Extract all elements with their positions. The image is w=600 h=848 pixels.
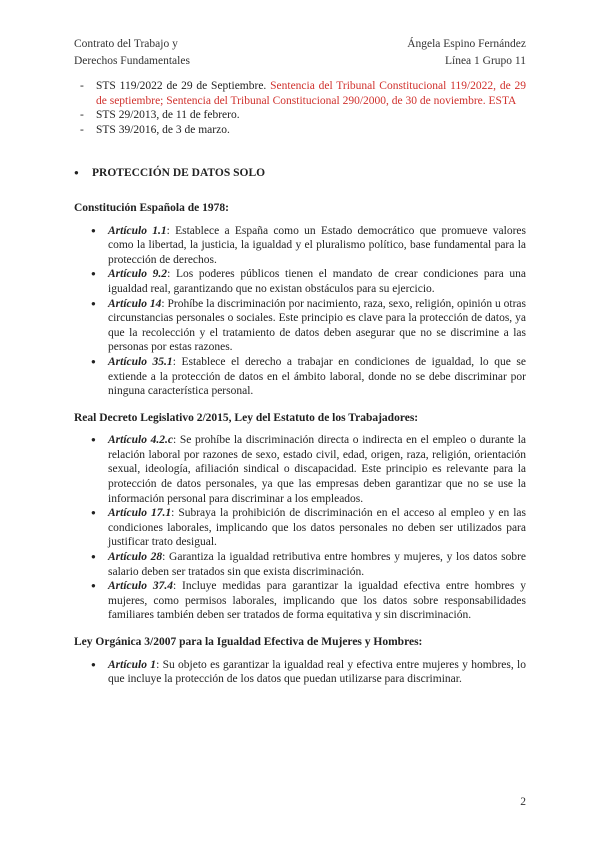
sts-text: STS 119/2022 de 29 de Septiembre. [96,80,267,92]
section-title: ● PROTECCIÓN DE DATOS SOLO [74,166,526,181]
article-item [74,579,526,623]
page-content [74,79,526,687]
sts-red-note: Sentencia del Tribunal Constitucional 119/2022, de 29 de septiembre; Sentencia del Tribunal Constitucional 290/2000, de 30 de noviembre. ESTA [96,80,527,107]
article-label: Artículo 17.1 [108,507,172,520]
article-text: : Garantiza la igualdad retributiva entre hombres y mujeres, y los datos sobre salario deben ser tratados sin que exista discriminación. [108,551,527,578]
article-item [74,550,526,579]
sts-item [74,108,526,123]
article-item [74,658,526,687]
article-item [74,267,526,296]
article-list [74,433,526,623]
article-label: Artículo 9.2 [108,268,168,281]
header-left [74,36,190,70]
article-item [74,355,526,399]
sts-text: STS 29/2013, de 11 de febrero. [96,109,240,122]
article-text: : Subraya la prohibición de discriminación en el acceso al empleo y en las condiciones laborales, implicando que los datos personales no deben ser utilizados para justificar trato desigual. [108,507,527,549]
article-label: Artículo 1 [108,658,157,671]
article-text: : Prohíbe la discriminación por nacimiento, raza, sexo, religión, opinión u otras circunstancias personales o sociales. Este principio es clave para la protección de datos, ya que la recolección y el tratamiento de datos deben asegurar que no se discrimine a las personas por estas razones. [108,297,527,354]
law-title: Constitución Española de 1978: [74,201,229,214]
law-title: Real Decreto Legislativo 2/2015, Ley del Estatuto de los Trabajadores: [74,411,419,424]
article-label: Artículo 37.4 [108,580,173,593]
article-label: Artículo 1.1 [108,224,167,237]
article-list [74,658,526,687]
article-text: : Incluye medidas para garantizar la igualdad efectiva entre hombres y mujeres, como permisos laborales, implicando que los datos sobre responsabilidades familiares también deben ser tratados de forma equitativa y sin discriminación. [108,580,526,622]
sts-list [74,79,526,137]
sts-item [74,123,526,138]
article-label: Artículo 4.2.c [108,434,174,447]
header-course-line1: Contrato del Trabajo y [74,38,178,50]
article-list [74,224,526,399]
article-item [74,297,526,355]
header-right [407,36,526,70]
header-author: Ángela Espino Fernández [407,38,526,50]
article-text: : Establece el derecho a trabajar en condiciones de igualdad, lo que se extiende a la protección de datos en el ámbito laboral, donde no se debe discriminar por ninguna característica personal. [108,355,526,398]
page-number: 2 [520,796,526,808]
article-text: : Su objeto es garantizar la igualdad real y efectiva entre mujeres y hombres, lo que incluye la protección de los datos que puedan utilizarse para discriminar. [108,658,526,686]
sts-item [74,79,526,108]
article-text: : Establece a España como un Estado democrático que promueve valores como la libertad, la justicia, la igualdad y el pluralismo político, base fundamental para la protección de derechos. [108,224,526,266]
article-text: : Se prohíbe la discriminación directa o indirecta en el empleo o durante la relación laboral por razones de sexo, estado civil, edad, origen, raza, religión, orientación sexual, ideología, afiliación sindical o discapacidad. Este principio es relevante para la protección de datos personales, ya que las empresas deben garantizar que no se use la información personal para discriminar a los empleados. [108,434,526,505]
article-item [74,224,526,268]
article-text: : Los poderes públicos tienen el mandato de crear condiciones para una igualdad real, garantizando que no existan obstáculos para su ejercicio. [108,268,527,295]
article-label: Artículo 28 [108,551,163,564]
article-item [74,433,526,506]
header-group: Línea 1 Grupo 11 [444,55,526,67]
article-item [74,506,526,550]
law-title: Ley Orgánica 3/2007 para la Igualdad Efectiva de Mujeres y Hombres: [74,636,423,648]
article-label: Artículo 35.1 [108,355,173,368]
article-label: Artículo 14 [108,297,162,310]
header-course-line2: Derechos Fundamentales [74,55,190,67]
sts-text: STS 39/2016, de 3 de marzo. [96,123,230,136]
